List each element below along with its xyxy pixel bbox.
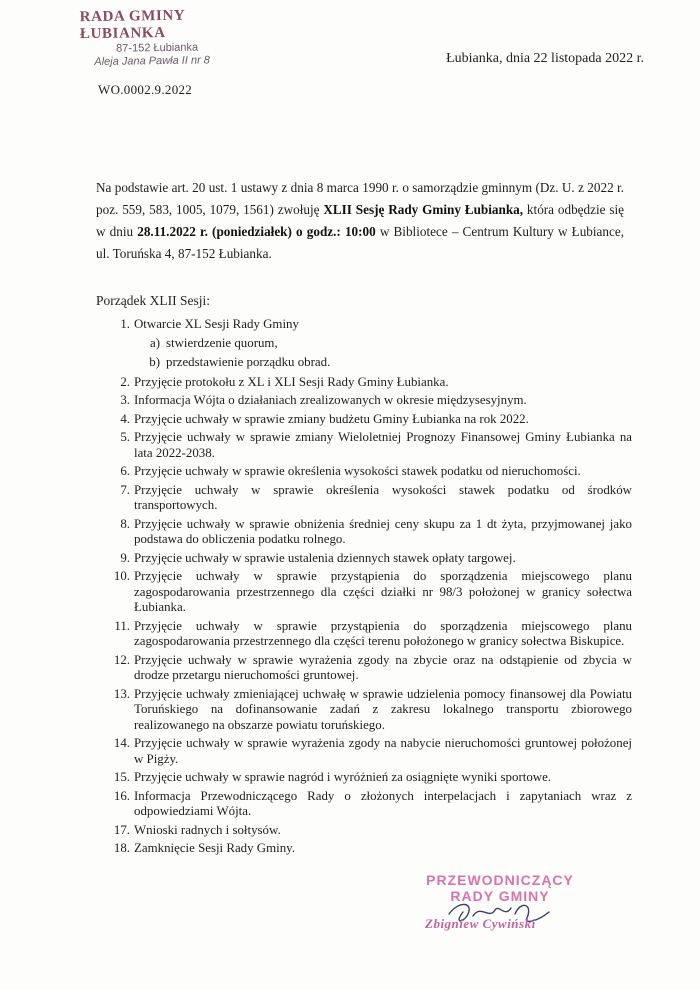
signature-stamp-title: PRZEWODNICZĄCY [426,872,574,888]
agenda-subitem-letter: a) [149,335,160,350]
agenda-item-text: Wnioski radnych i sołtysów. [134,822,281,837]
agenda-item-text: Przyjęcie uchwały w sprawie wyrażenia zgody na nabycie nieruchomości gruntowej położonej w Pigży. [134,736,632,766]
place-and-date: Łubianka, dnia 22 listopada 2022 r. [446,51,644,66]
agenda-item-number: 3. [120,393,130,407]
agenda-subitem [140,336,632,352]
agenda-item-number: 8. [120,516,130,531]
agenda-item-text: Przyjęcie uchwały w sprawie wyrażenia zgody na zbycie oraz na odstąpienie od zbycia w drodze przetargu nieruchomości gruntowej. [134,652,632,682]
agenda-item-number: 18. [113,841,130,855]
agenda-item [96,841,632,857]
agenda-item [96,551,632,567]
agenda-title: Porządek XLII Sesji: [96,293,210,308]
agenda-item-text: Przyjęcie uchwały w sprawie ustalenia dziennych stawek opłaty targowej. [134,550,516,565]
intro-text-3: w Bibliotece – Centrum Kultury w Łubiance, ul. Toruńska 4, 87-152 Łubianka. [96,224,624,261]
agenda-item-text: Przyjęcie uchwały w sprawie określenia wysokości stawek podatku od środków transportowych. [134,482,632,512]
stamp-postal-code: 87-152 Łubianka [116,41,199,55]
agenda-item-number: 6. [120,464,130,478]
intro-session-name: XLII Sesję Rady Gminy Łubianka, [323,202,524,217]
agenda-item-text: Przyjęcie uchwały w sprawie obniżenia średniej ceny skupu za 1 dt żyta, przyjmowanej jako podstawa do obliczenia podatku rolnego. [134,516,632,546]
agenda-item-number: 7. [120,482,130,497]
agenda-item-text: Przyjęcie uchwały w sprawie przystąpienia do sporządzenia miejscowego planu zagospodarowania przestrzennego dla części działki nr 98/3 położonej w granicy sołectwa Łubianka. [134,569,632,614]
agenda-item-number: 12. [113,652,130,667]
agenda-item-text: Przyjęcie uchwały w sprawie zmiany budżetu Gminy Łubianka na rok 2022. [134,411,529,426]
agenda-item-number: 17. [113,822,130,837]
agenda-item-text: Przyjęcie uchwały w sprawie określenia wysokości stawek podatku od nieruchomości. [134,464,581,478]
agenda-item-number: 15. [113,770,130,784]
agenda-item-text: Informacja Wójta o działaniach zrealizowanych w okresie międzysesyjnym. [134,393,527,407]
signature-stamp-subtitle: RADY GMINY [450,888,550,904]
agenda-item [96,393,632,409]
agenda-item [96,412,632,428]
agenda-item [96,687,632,734]
agenda-subitem [140,355,632,371]
agenda-list [96,317,632,860]
agenda-subitem-letter: b) [149,355,160,369]
council-stamp [80,7,251,69]
agenda-item [96,517,632,548]
agenda-subitem-text: stwierdzenie quorum, [166,335,278,350]
agenda-item-text: Otwarcie XL Sesji Rady Gminy [134,317,299,331]
intro-paragraph [96,177,624,265]
agenda-item-text: Przyjęcie protokołu z XL i XLI Sesji Rady Gminy Łubianka. [134,374,449,389]
agenda-item-number: 4. [120,411,130,426]
agenda-item-number: 16. [113,788,130,803]
agenda-item [96,823,632,839]
agenda-item [96,464,632,480]
chairman-name: Zbigniew Cywiński [425,916,536,931]
agenda-item [96,770,632,786]
agenda-item-number: 1. [120,317,130,331]
agenda-item-text: Przyjęcie uchwały w sprawie przystąpienia do sporządzenia miejscowego planu zagospodarowania przestrzennego dla części terenu położonego w granicy sołectwa Biskupice. [134,618,632,648]
agenda-item [96,317,632,333]
agenda-item-text: Przyjęcie uchwały zmieniającej uchwałę w sprawie udzielenia pomocy finansowej dla Powiatu Toruńskiego na dofinansowanie zadań z zakresu lokalnego transportu zbiorowego realizowanego na obszarze powiatu toruńskiego. [134,686,632,732]
agenda-item [96,375,632,391]
agenda-item [96,569,632,616]
agenda-item-text: Zamknięcie Sesji Rady Gminy. [134,841,295,855]
agenda-item-number: 13. [113,686,130,701]
intro-text-2: która odbędzie się w dniu [96,202,624,239]
agenda-item [96,430,632,461]
agenda-item-number: 9. [120,550,130,565]
agenda-item-number: 2. [120,374,130,389]
agenda-subitem-text: przedstawienie porządku obrad. [166,355,331,369]
intro-text-1: Na podstawie art. 20 ust. 1 ustawy z dnia 8 marca 1990 r. o samorządzie gminnym (Dz. U. z 2022 r. poz. 559, 583, 1005, 1079, 1561) zwołuję [96,180,624,217]
reference-number: WO.0002.9.2022 [98,82,193,97]
intro-session-datetime: 28.11.2022 r. (poniedziałek) o godz.: 10:00 [137,224,376,239]
stamp-address: Aleja Jana Pawła II nr 8 [94,54,210,68]
agenda-item-number: 5. [120,430,130,444]
stamp-title: RADA GMINY ŁUBIANKA [79,7,185,43]
agenda-item-number: 14. [113,736,130,750]
agenda-item [96,653,632,684]
agenda-item-text: Przyjęcie uchwały w sprawie zmiany Wieloletniej Prognozy Finansowej Gminy Łubianka na lata 2022-2038. [134,430,632,460]
agenda-item-number: 11. [114,618,130,633]
agenda-item [96,789,632,820]
agenda-item-number: 10. [113,569,130,583]
chairman-signature-stamp [405,872,595,931]
agenda-item-text: Informacja Przewodniczącego Rady o złożonych interpelacjach i zapytaniach wraz z odpowiedziami Wójta. [134,788,632,818]
agenda-item [96,736,632,767]
agenda-item [96,619,632,650]
agenda-item [96,483,632,514]
agenda-item-text: Przyjęcie uchwały w sprawie nagród i wyróżnień za osiągnięte wyniki sportowe. [134,770,552,784]
